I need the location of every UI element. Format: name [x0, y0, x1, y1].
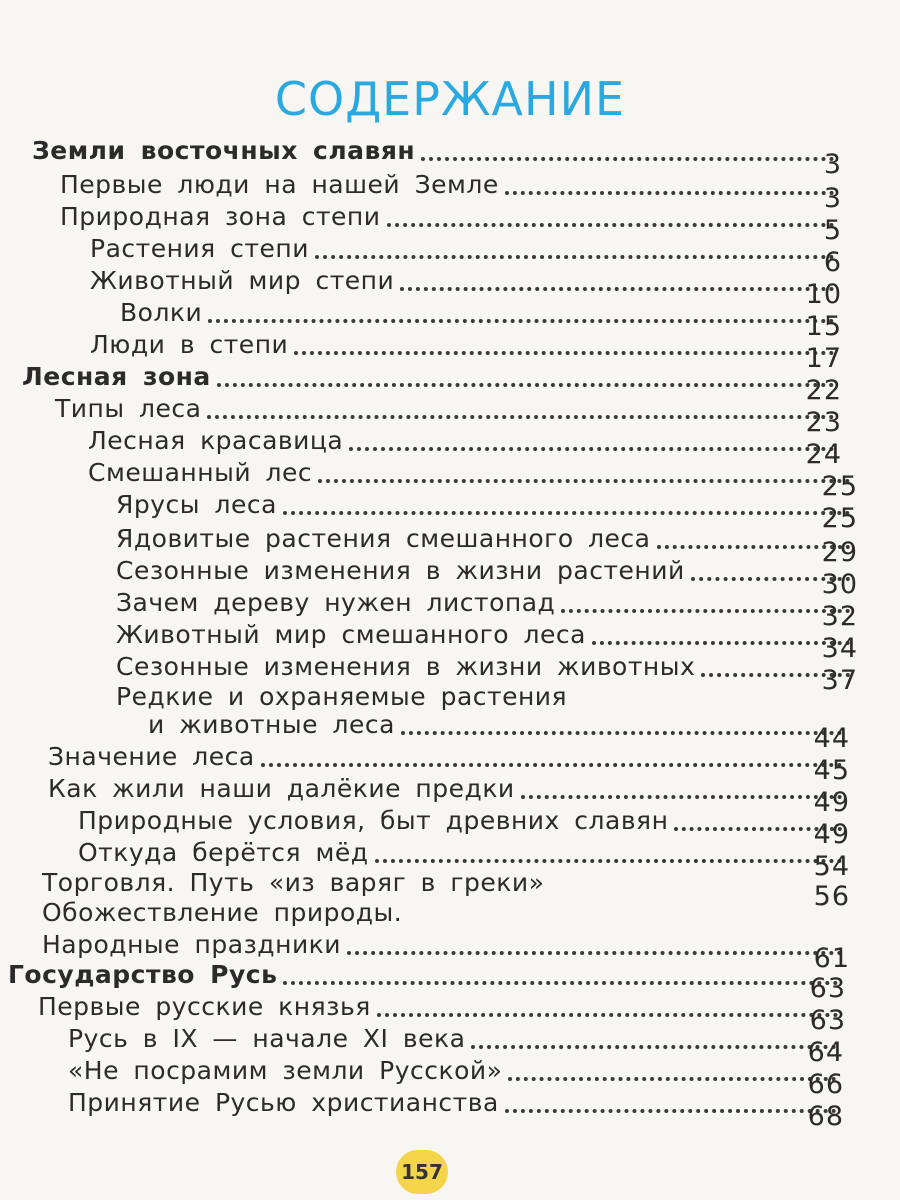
- toc-entry-label: Ярусы леса: [116, 490, 277, 519]
- toc-entry-page: 66: [807, 1069, 844, 1100]
- toc-entry[interactable]: [90, 232, 842, 278]
- toc-entry-label: Народные праздники: [42, 930, 342, 959]
- toc-entry-page: 29: [821, 537, 858, 568]
- toc-entry-label: Сезонные изменения в жизни растений: [116, 556, 685, 585]
- toc-entry-page: 25: [821, 471, 858, 502]
- toc-entry-label: Растения степи: [90, 234, 309, 263]
- toc-entry[interactable]: [90, 328, 842, 374]
- dot-leader: [550, 889, 842, 893]
- toc-entry-label: Лесная зона: [22, 362, 211, 391]
- dot-leader: [561, 609, 850, 613]
- toc-entry-label: и животные леса: [148, 710, 395, 739]
- toc-entry-label: Сезонные изменения в жизни животных: [116, 652, 696, 681]
- toc-entry-page: 49: [813, 819, 850, 850]
- toc-entry-label: Первые люди на нашей Земле: [60, 170, 499, 199]
- dot-leader: [471, 1045, 836, 1049]
- toc-entry[interactable]: [68, 1054, 844, 1100]
- dot-leader: [318, 479, 850, 483]
- toc-entry-label: Смешанный лес: [88, 458, 313, 487]
- dot-leader: [294, 351, 834, 355]
- toc-entry[interactable]: [68, 1086, 844, 1132]
- dot-leader: [401, 731, 842, 735]
- toc-entry[interactable]: [116, 488, 858, 534]
- toc-entry-page: 3: [823, 183, 842, 214]
- toc-entry-page: 23: [805, 407, 842, 438]
- toc-entry-label: Ядовитые растения смешанного леса: [116, 524, 651, 553]
- toc-entry[interactable]: [120, 296, 842, 342]
- toc-entry-page: 37: [821, 665, 858, 696]
- toc-entry[interactable]: [32, 134, 842, 180]
- toc-entry-label: «Не посрамим земли Русской»: [68, 1056, 503, 1085]
- dot-leader: [377, 1013, 838, 1017]
- toc-entry-page: 56: [813, 881, 850, 912]
- toc-entry[interactable]: [88, 424, 842, 470]
- toc-entry[interactable]: [60, 200, 842, 246]
- toc-entry[interactable]: [90, 264, 842, 310]
- toc-entry[interactable]: [42, 866, 850, 912]
- toc-entry-page: 5: [823, 215, 842, 246]
- dot-leader: [505, 1109, 836, 1113]
- toc-entry-page: 25: [821, 503, 858, 534]
- page-title: СОДЕРЖАНИЕ: [274, 72, 626, 126]
- toc-entry-page: 45: [813, 755, 850, 786]
- toc-entry-page: 49: [813, 787, 850, 818]
- toc-entry-label: Принятие Русью христианства: [68, 1088, 499, 1117]
- dot-leader: [400, 287, 834, 291]
- toc-entry-label: Зачем дереву нужен листопад: [116, 588, 556, 617]
- dot-leader: [421, 157, 834, 161]
- toc-entry-label: Люди в степи: [90, 330, 289, 359]
- toc-entry-label: Государство Русь: [8, 960, 278, 989]
- toc-entry-page: 3: [823, 149, 842, 180]
- dot-leader: [508, 1077, 836, 1081]
- toc-entry-page: 44: [813, 723, 850, 754]
- toc-entry-label: Первые русские князья: [38, 992, 371, 1021]
- toc-entry[interactable]: [22, 360, 842, 406]
- toc-entry[interactable]: [48, 740, 850, 786]
- toc-entry-label-line1: Обожествление природы.: [42, 898, 403, 927]
- toc-entry-page: 30: [821, 569, 858, 600]
- toc-entry-page: 54: [813, 851, 850, 882]
- toc-entry-page: 22: [805, 375, 842, 406]
- toc-entry-page: 32: [821, 601, 858, 632]
- toc-entry-label-line1: Редкие и охраняемые растения: [116, 682, 568, 711]
- dot-leader: [315, 255, 834, 259]
- toc-entry-page: 17: [805, 343, 842, 374]
- toc-entry-page: 6: [823, 247, 842, 278]
- toc-entry[interactable]: [8, 958, 846, 1004]
- toc-entry-label: Русь в IX — начале XI века: [68, 1024, 466, 1053]
- dot-leader: [349, 447, 834, 451]
- toc-entry[interactable]: [116, 554, 858, 600]
- toc-entry[interactable]: [116, 650, 858, 696]
- toc-entry-label: Значение леса: [48, 742, 255, 771]
- dot-leader: [207, 415, 834, 419]
- dot-leader: [505, 191, 834, 195]
- toc-entry[interactable]: [116, 618, 858, 664]
- dot-leader: [375, 859, 842, 863]
- toc-entry-page: 34: [821, 633, 858, 664]
- dot-leader: [521, 795, 842, 799]
- toc-entry-label: Животный мир смешанного леса: [116, 620, 586, 649]
- toc-entry-page: 63: [809, 973, 846, 1004]
- toc-entry-label: Животный мир степи: [90, 266, 395, 295]
- toc-entry-label: Природные условия, быт древних славян: [78, 806, 669, 835]
- toc-entry[interactable]: [60, 168, 842, 214]
- toc-entry-page: 10: [805, 279, 842, 310]
- toc-entry-label: Земли восточных славян: [32, 136, 416, 165]
- dot-leader: [261, 763, 842, 767]
- toc-entry-label: Волки: [120, 298, 203, 327]
- dot-leader: [387, 223, 835, 227]
- toc-entry-page: 61: [813, 943, 850, 974]
- dot-leader: [283, 981, 838, 985]
- dot-leader: [217, 383, 834, 387]
- dot-leader: [283, 511, 850, 515]
- toc-entry-page: 63: [809, 1005, 846, 1036]
- toc-entry[interactable]: [48, 772, 850, 818]
- toc-entry[interactable]: [116, 522, 858, 568]
- toc-entry[interactable]: [68, 1022, 844, 1068]
- toc-entry-label: Лесная красавица: [88, 426, 344, 455]
- toc-entry[interactable]: [148, 708, 850, 754]
- toc-entry-label: Откуда берётся мёд: [78, 838, 369, 867]
- toc-entry-label: Как жили наши далёкие предки: [48, 774, 515, 803]
- toc-entry[interactable]: [55, 392, 842, 438]
- toc-entry[interactable]: [88, 456, 858, 502]
- toc-entry[interactable]: [42, 928, 850, 974]
- toc-entry[interactable]: [78, 836, 850, 882]
- toc-entry-page: 68: [807, 1101, 844, 1132]
- dot-leader: [208, 319, 834, 323]
- toc-entry[interactable]: [78, 804, 850, 850]
- dot-leader: [347, 951, 842, 955]
- toc-entry-page: 15: [805, 311, 842, 342]
- toc-entry-label: Природная зона степи: [60, 202, 381, 231]
- dot-leader: [592, 641, 850, 645]
- toc-entry-label: Типы леса: [55, 394, 202, 423]
- toc-entry-page: 24: [805, 439, 842, 470]
- toc-entry-page: 64: [807, 1037, 844, 1068]
- toc-entry-label: Торговля. Путь «из варяг в греки»: [42, 868, 545, 897]
- page-number-badge: 157: [396, 1150, 448, 1194]
- toc-entry[interactable]: [38, 990, 846, 1036]
- toc-entry[interactable]: [116, 586, 858, 632]
